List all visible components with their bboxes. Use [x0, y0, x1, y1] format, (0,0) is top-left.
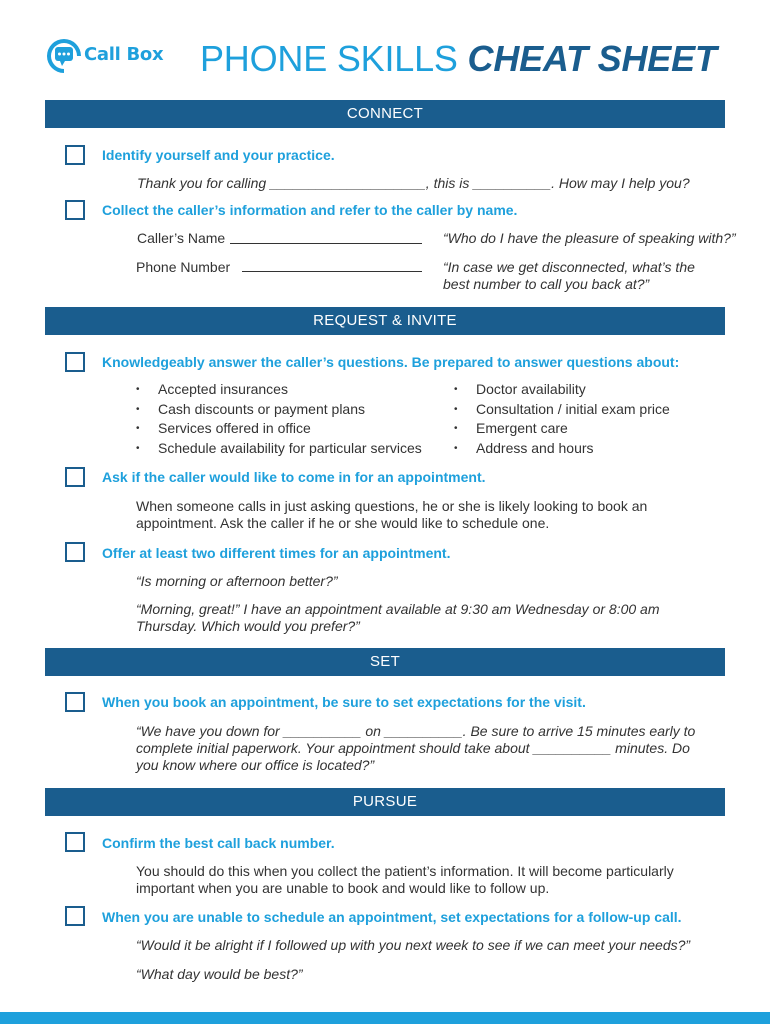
phone-number-quote: “In case we get disconnected, what’s the best number to call you back at?” [443, 259, 695, 292]
checkbox-book[interactable] [65, 692, 85, 712]
brand-name: Call Box [84, 44, 164, 65]
list-item: • Cash discounts or payment plans [136, 400, 436, 420]
caller-name-line[interactable] [230, 243, 422, 244]
answer-topics-left [136, 380, 436, 458]
section-request-invite: REQUEST & INVITE [45, 307, 725, 335]
checkbox-collect[interactable] [65, 200, 85, 220]
checkbox-confirm[interactable] [65, 832, 85, 852]
phone-number-label: Phone Number [136, 259, 231, 275]
checkbox-ask[interactable] [65, 467, 85, 487]
item-collect-heading: Collect the caller’s information and refer to the caller by name. [102, 202, 518, 218]
list-item: • Emergent care [454, 419, 714, 439]
page-title: PHONE SKILLS CHEAT SHEET [200, 38, 717, 79]
checkbox-answer[interactable] [65, 352, 85, 372]
list-item: • Accepted insurances [136, 380, 436, 400]
item-confirm-body: You should do this when you collect the patient’s information. It will become particularly important when you are unable to book and would like to follow up. [136, 863, 674, 896]
caller-name-quote: “Who do I have the pleasure of speaking with?” [443, 230, 736, 246]
answer-topics-right [454, 380, 714, 458]
item-unable-quote2: “What day would be best?” [136, 966, 303, 982]
list-item: • Schedule availability for particular services [136, 439, 436, 459]
item-book-quote: “We have you down for __________ on __________. Be sure to arrive 15 minutes early to complete initial paperwork. Your appointment should take about __________ minutes. Do you know where our office is located?” [136, 723, 696, 773]
section-pursue: PURSUE [45, 788, 725, 816]
section-set: SET [45, 648, 725, 676]
item-unable-quote1: “Would it be alright if I followed up with you next week to see if we can meet your needs?” [136, 937, 691, 953]
item-ask-body: When someone calls in just asking questions, he or she is likely looking to book an appointment. Ask the caller if he or she would like to schedule one. [136, 498, 648, 531]
checkbox-unable[interactable] [65, 906, 85, 926]
list-item: • Doctor availability [454, 380, 714, 400]
checkbox-identify[interactable] [65, 145, 85, 165]
footer-strip [0, 1012, 770, 1024]
item-ask-heading: Ask if the caller would like to come in for an appointment. [102, 469, 486, 485]
item-identify-heading: Identify yourself and your practice. [102, 147, 335, 163]
section-connect: CONNECT [45, 100, 725, 128]
list-item: • Consultation / initial exam price [454, 400, 714, 420]
caller-name-label: Caller’s Name [137, 230, 226, 246]
item-offer-heading: Offer at least two different times for an appointment. [102, 545, 451, 561]
phone-number-line[interactable] [242, 271, 422, 272]
item-answer-heading: Knowledgeably answer the caller’s questions. Be prepared to answer questions about: [102, 354, 680, 370]
item-unable-heading: When you are unable to schedule an appointment, set expectations for a follow-up call. [102, 909, 682, 925]
list-item: • Services offered in office [136, 419, 436, 439]
item-identify-script: Thank you for calling ____________________, this is __________. How may I help you? [137, 175, 690, 191]
list-item: • Address and hours [454, 439, 714, 459]
checkbox-offer[interactable] [65, 542, 85, 562]
item-offer-quote2: “Morning, great!” I have an appointment available at 9:30 am Wednesday or 8:00 am Thursday. Which would you prefer?” [136, 601, 660, 634]
item-confirm-heading: Confirm the best call back number. [102, 835, 335, 851]
callbox-logo-icon [44, 36, 84, 76]
item-book-heading: When you book an appointment, be sure to set expectations for the visit. [102, 694, 586, 710]
item-offer-quote1: “Is morning or afternoon better?” [136, 573, 338, 589]
